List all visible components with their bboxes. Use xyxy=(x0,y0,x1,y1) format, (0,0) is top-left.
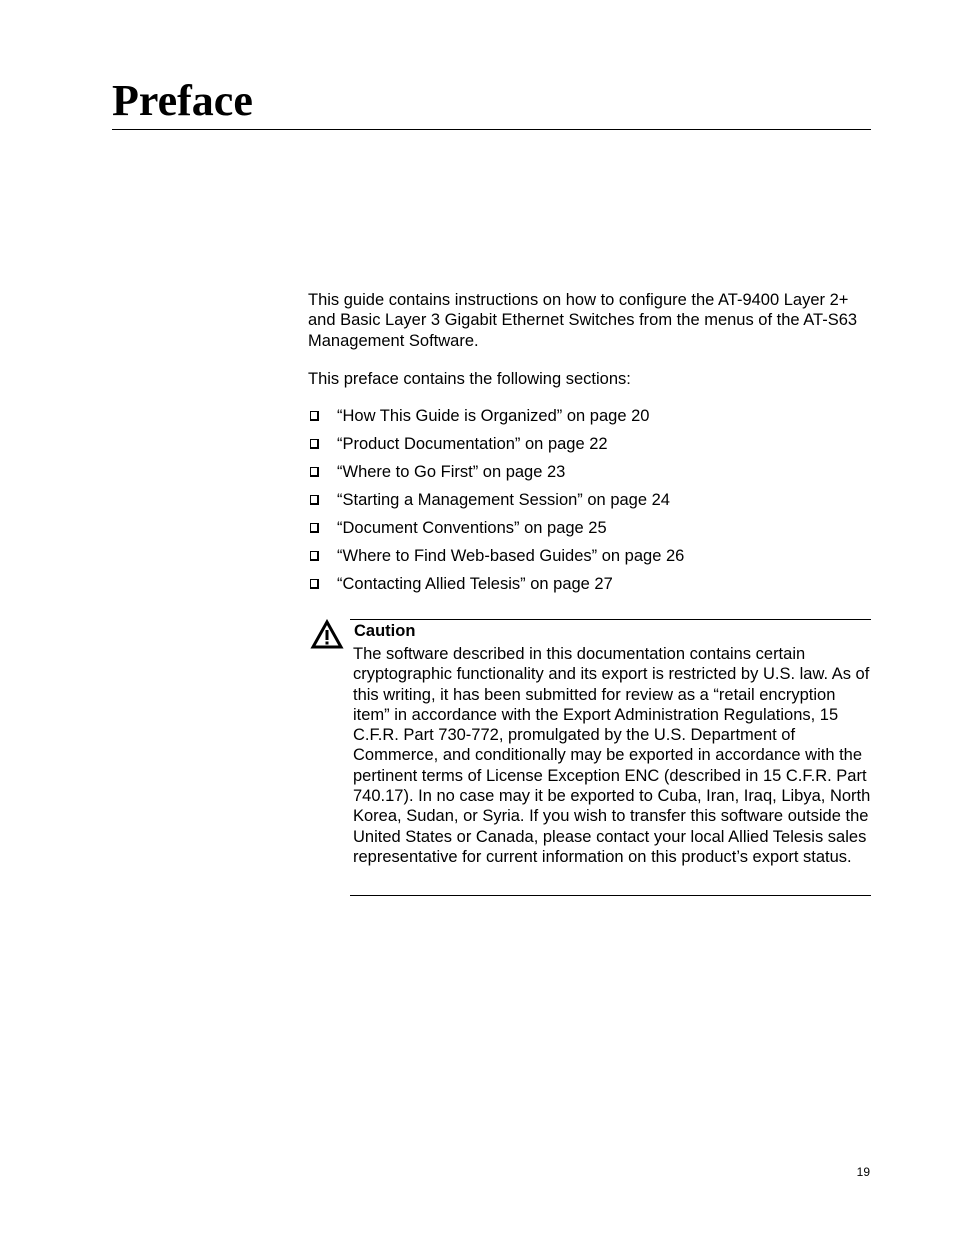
checkbox-bullet-icon xyxy=(310,411,319,421)
caution-top-rule xyxy=(350,619,871,620)
list-item xyxy=(308,434,684,462)
caution-bottom-rule xyxy=(350,895,871,896)
list-item xyxy=(308,574,684,602)
section-link: “Document Conventions” on page 25 xyxy=(337,519,607,537)
list-item xyxy=(308,406,684,434)
section-link: “Starting a Management Session” on page 24 xyxy=(337,491,670,509)
page-title: Preface xyxy=(112,76,253,125)
checkbox-bullet-icon xyxy=(310,439,319,449)
checkbox-bullet-icon xyxy=(310,467,319,477)
checkbox-bullet-icon xyxy=(310,495,319,505)
page-number: 19 xyxy=(856,1165,870,1179)
section-link: “Where to Find Web-based Guides” on page 26 xyxy=(337,547,685,565)
caution-body: The software described in this documentation contains certain cryptographic functionality and its export is restricted by U.S. law. As of this writing, it has been submitted for review as a “retail encryption item” in accordance with the Export Administration Regulations, 15 C.F.R. Part 730-772, promulgated by the U.S. Department of Commerce, and conditionally may be exported in accordance with the pertinent terms of License Exception ENC (described in 15 C.F.R. Part 740.17). In no case may it be exported to Cuba, Iran, Iraq, Libya, North Korea, Sudan, or Syria. If you wish to transfer this software outside the United States or Canada, please contact your local Allied Telesis sales representative for current information on this product’s export status. xyxy=(353,645,871,866)
checkbox-bullet-icon xyxy=(310,579,319,589)
checkbox-bullet-icon xyxy=(310,523,319,533)
list-item xyxy=(308,518,684,546)
title-rule xyxy=(112,129,871,130)
sections-lead: This preface contains the following sections: xyxy=(308,370,631,388)
list-item xyxy=(308,462,684,490)
list-item xyxy=(308,490,684,518)
caution-heading: Caution xyxy=(354,622,416,640)
intro-paragraph: This guide contains instructions on how to configure the AT-9400 Layer 2+ and Basic Layer 3 Gigabit Ethernet Switches from the menus of the AT-S63 Management Software. xyxy=(308,291,858,350)
section-link: “Where to Go First” on page 23 xyxy=(337,463,566,481)
section-link: “Product Documentation” on page 22 xyxy=(337,435,608,453)
checkbox-bullet-icon xyxy=(310,551,319,561)
section-link: “How This Guide is Organized” on page 20 xyxy=(337,407,650,425)
list-item xyxy=(308,546,684,574)
section-list xyxy=(308,406,684,602)
section-link: “Contacting Allied Telesis” on page 27 xyxy=(337,575,613,593)
warning-triangle-icon xyxy=(310,619,344,650)
